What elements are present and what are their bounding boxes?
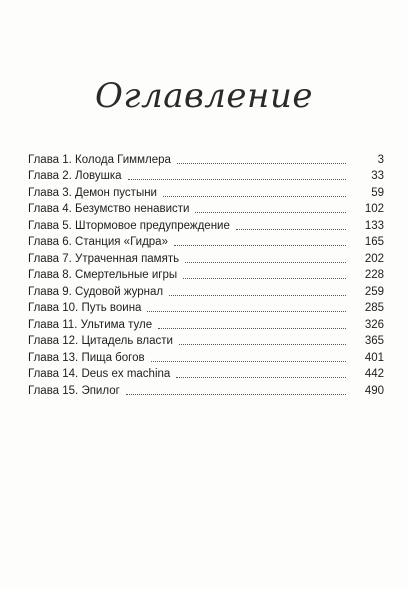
page-number: 165 bbox=[364, 236, 384, 248]
page-number: 401 bbox=[364, 351, 384, 364]
dot-leader bbox=[195, 211, 346, 213]
dot-leader bbox=[177, 162, 346, 164]
page-number: 365 bbox=[364, 335, 384, 347]
page-number: 33 bbox=[371, 170, 384, 182]
toc-entry bbox=[28, 249, 384, 266]
toc-entry bbox=[28, 348, 384, 365]
page-number: 228 bbox=[364, 269, 384, 281]
toc-entry bbox=[28, 332, 384, 349]
page-number: 133 bbox=[364, 219, 384, 232]
dot-leader bbox=[236, 228, 346, 230]
dot-leader bbox=[185, 261, 346, 263]
toc-entry bbox=[28, 200, 384, 217]
chapter-title: Глава 14. Deus ex machina bbox=[28, 368, 171, 380]
dot-leader bbox=[128, 178, 347, 180]
chapter-title: Глава 3. Демон пустыни bbox=[28, 186, 157, 199]
dot-leader bbox=[179, 343, 346, 345]
chapter-title: Глава 12. Цитадель власти bbox=[28, 335, 173, 347]
toc-entry bbox=[28, 282, 384, 299]
toc-entry bbox=[28, 299, 384, 316]
dot-leader bbox=[183, 277, 346, 279]
page-number: 285 bbox=[364, 302, 384, 314]
page-number: 202 bbox=[364, 252, 384, 265]
dot-leader bbox=[163, 195, 346, 197]
page-number: 326 bbox=[364, 318, 384, 331]
toc-entry bbox=[28, 381, 384, 398]
chapter-title: Глава 2. Ловушка bbox=[28, 170, 122, 182]
toc-entry bbox=[28, 150, 384, 167]
chapter-title: Глава 4. Безумство ненависти bbox=[28, 203, 190, 215]
table-of-contents bbox=[28, 150, 384, 398]
page-number: 259 bbox=[364, 285, 384, 298]
page-number: 442 bbox=[364, 368, 384, 380]
toc-entry bbox=[28, 365, 384, 382]
page-number: 3 bbox=[377, 153, 384, 166]
chapter-title: Глава 5. Штормовое предупреждение bbox=[28, 219, 230, 232]
toc-entry bbox=[28, 266, 384, 283]
dot-leader bbox=[126, 393, 346, 395]
dot-leader bbox=[176, 376, 346, 378]
page-number: 490 bbox=[364, 384, 384, 397]
chapter-title: Глава 11. Ультима туле bbox=[28, 318, 153, 331]
chapter-title: Глава 7. Утраченная память bbox=[28, 252, 180, 265]
chapter-title: Глава 8. Смертельные игры bbox=[28, 269, 178, 281]
page-number: 59 bbox=[371, 186, 384, 199]
toc-entry bbox=[28, 315, 384, 332]
toc-heading: Оглавление bbox=[95, 76, 313, 116]
chapter-title: Глава 10. Путь воина bbox=[28, 302, 142, 314]
toc-entry bbox=[28, 233, 384, 250]
chapter-title: Глава 13. Пища богов bbox=[28, 351, 145, 364]
dot-leader bbox=[158, 327, 346, 329]
toc-entry bbox=[28, 216, 384, 233]
chapter-title: Глава 6. Станция «Гидра» bbox=[28, 236, 168, 248]
dot-leader bbox=[147, 310, 346, 312]
dot-leader bbox=[174, 244, 346, 246]
chapter-title: Глава 15. Эпилог bbox=[28, 384, 120, 397]
toc-entry bbox=[28, 167, 384, 184]
chapter-title: Глава 1. Колода Гиммлера bbox=[28, 153, 171, 166]
dot-leader bbox=[151, 360, 346, 362]
chapter-title: Глава 9. Судовой журнал bbox=[28, 285, 164, 298]
toc-entry bbox=[28, 183, 384, 200]
dot-leader bbox=[169, 294, 346, 296]
page-number: 102 bbox=[364, 203, 384, 215]
